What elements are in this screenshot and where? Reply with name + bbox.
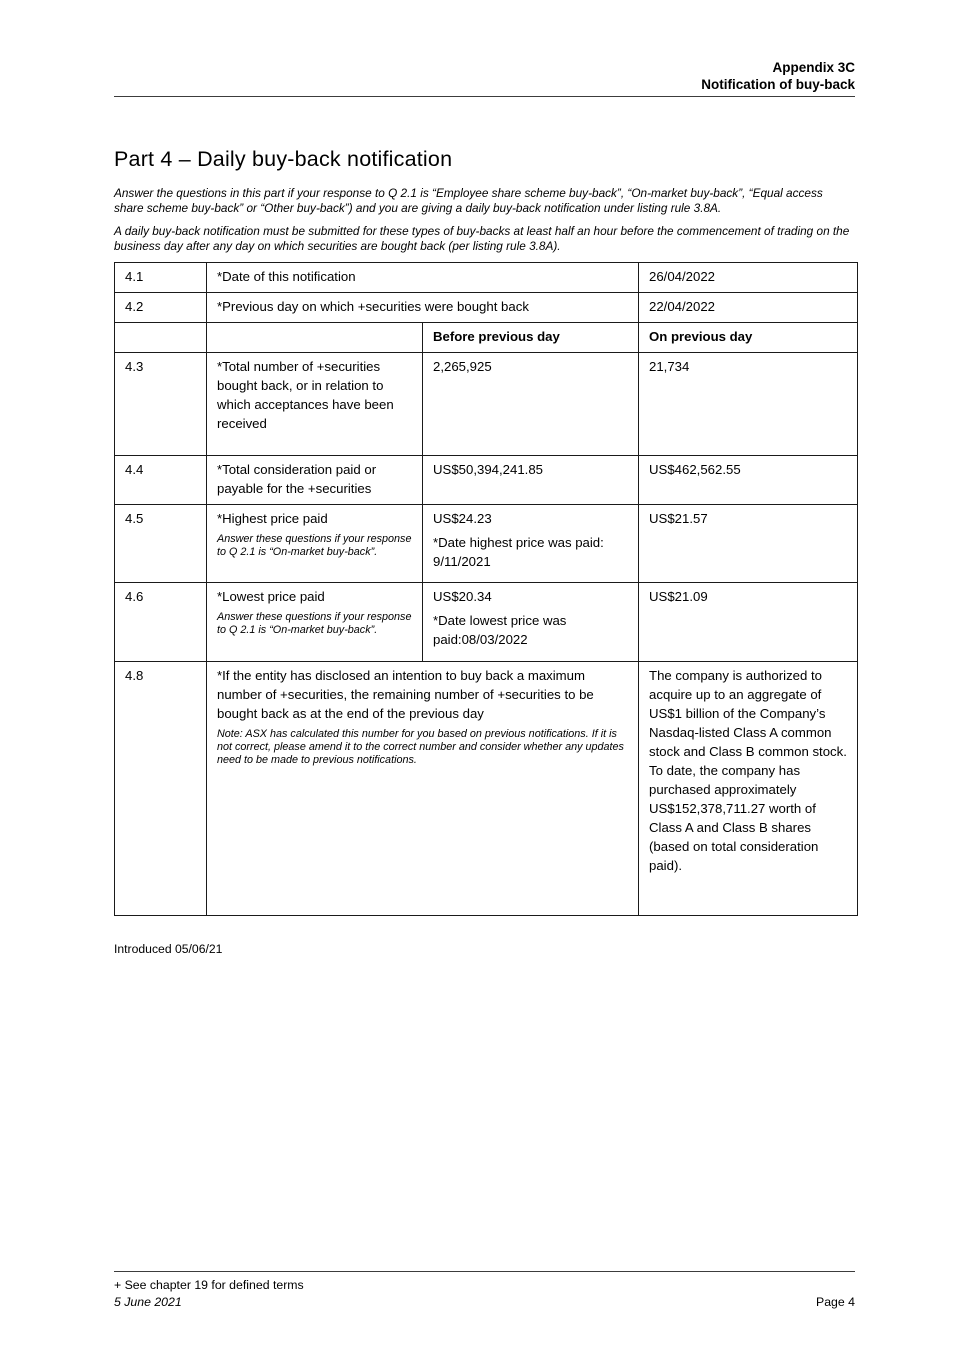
cell-4-3-on: 21,734 xyxy=(639,353,858,456)
cell-4-1-label: *Date of this notification xyxy=(207,263,639,293)
cell-4-2-number: 4.2 xyxy=(115,293,207,323)
cell-4-8-number: 4.8 xyxy=(115,662,207,916)
intro-paragraph-1: Answer the questions in this part if your response to Q 2.1 is “Employee share scheme buy-back”, “On-market buy-back”, “Equal access share scheme buy-back” or “Other buy-back”) and you are giving a daily buy-back notification under listing rule 3.8A. xyxy=(114,186,823,215)
cell-4-5-before-date: *Date highest price was paid: 9/11/2021 xyxy=(433,535,604,569)
cell-4-3-before: 2,265,925 xyxy=(423,353,639,456)
introduced-note: Introduced 05/06/21 xyxy=(114,942,223,956)
cell-4-5-label-text: *Highest price paid xyxy=(217,511,328,526)
intro-paragraph-2: A daily buy-back notification must be submitted for these types of buy-backs at least half an hour before the commencement of trading on the business day after any day on which securities are bought back (per listing rule 3.8A). xyxy=(114,224,850,253)
doc-header xyxy=(114,59,855,97)
cell-4-6-on: US$21.09 xyxy=(639,583,858,662)
footer-date: 5 June 2021 xyxy=(114,1295,182,1309)
cell-4-6-number: 4.6 xyxy=(115,583,207,662)
cell-4-5-before-price: US$24.23 xyxy=(433,511,492,526)
cell-4-5-before xyxy=(423,505,639,583)
table-row-4-6 xyxy=(115,583,858,662)
cell-4-6-label xyxy=(207,583,423,662)
table-row-4-3 xyxy=(115,353,858,456)
cell-4-8-value: The company is authorized to acquire up to an aggregate of US$1 billion of the Company’s Nasdaq-listed Class A common stock and Class B common stock. To date, the company has purchased approximately US$152,378,711.27 worth of Class A and Class B shares (based on total consideration paid). xyxy=(639,662,858,916)
footer-defined-terms: + See chapter 19 for defined terms xyxy=(114,1278,304,1292)
main-content xyxy=(114,147,855,968)
footer-row xyxy=(114,1294,855,1311)
cell-4-5-number: 4.5 xyxy=(115,505,207,583)
cell-4-8-note: Note: ASX has calculated this number for you based on previous notifications. If it is not correct, please amend it to the correct number and consider whether any updates need to be made to previous notifications. xyxy=(217,728,624,766)
doc-subtitle: Notification of buy-back xyxy=(701,77,855,92)
cell-4-2-value: 22/04/2022 xyxy=(639,293,858,323)
cell-4-1-value: 26/04/2022 xyxy=(639,263,858,293)
table-row-4-1 xyxy=(115,263,858,293)
cell-4-4-label: *Total consideration paid or payable for the +securities xyxy=(207,456,423,505)
cell-4-4-on: US$462,562.55 xyxy=(639,456,858,505)
cell-4-2-label: *Previous day on which +securities were bought back xyxy=(207,293,639,323)
cell-4-1-number: 4.1 xyxy=(115,263,207,293)
table-column-header-row xyxy=(115,323,858,353)
cell-4-3-number: 4.3 xyxy=(115,353,207,456)
cell-4-6-before xyxy=(423,583,639,662)
cell-4-5-label xyxy=(207,505,423,583)
cell-4-6-before-price: US$20.34 xyxy=(433,589,492,604)
cell-4-5-note: Answer these questions if your response to Q 2.1 is “On-market buy-back”. xyxy=(217,533,412,558)
cell-4-6-before-date: *Date lowest price was paid:08/03/2022 xyxy=(433,613,567,647)
cell-4-6-note: Answer these questions if your response to Q 2.1 is “On-market buy-back”. xyxy=(217,611,412,636)
cell-4-4-number: 4.4 xyxy=(115,456,207,505)
cell-4-4-before: US$50,394,241.85 xyxy=(423,456,639,505)
cell-4-6-label-text: *Lowest price paid xyxy=(217,589,325,604)
table-row-4-8 xyxy=(115,662,858,916)
cell-4-3-label: *Total number of +securities bought back, or in relation to which acceptances have been received xyxy=(207,353,423,456)
table-row-4-5 xyxy=(115,505,858,583)
appendix-label: Appendix 3C xyxy=(772,60,855,75)
footer-page-number: Page 4 xyxy=(816,1295,855,1309)
section-title: Part 4 – Daily buy-back notification xyxy=(114,147,453,171)
column-header-on-previous-day: On previous day xyxy=(639,323,858,353)
header-empty-cell-1 xyxy=(115,323,207,353)
column-header-before-previous-day: Before previous day xyxy=(423,323,639,353)
cell-4-8-label xyxy=(207,662,639,916)
table-row-4-4 xyxy=(115,456,858,505)
page-footer xyxy=(114,1271,855,1311)
cell-4-5-on: US$21.57 xyxy=(639,505,858,583)
table-row-4-2 xyxy=(115,293,858,323)
header-empty-cell-2 xyxy=(207,323,423,353)
cell-4-8-label-text: *If the entity has disclosed an intention to buy back a maximum number of +securities, the remaining number of +securities to be bought back as at the end of the previous day xyxy=(217,668,594,721)
buyback-notification-table xyxy=(114,262,858,916)
